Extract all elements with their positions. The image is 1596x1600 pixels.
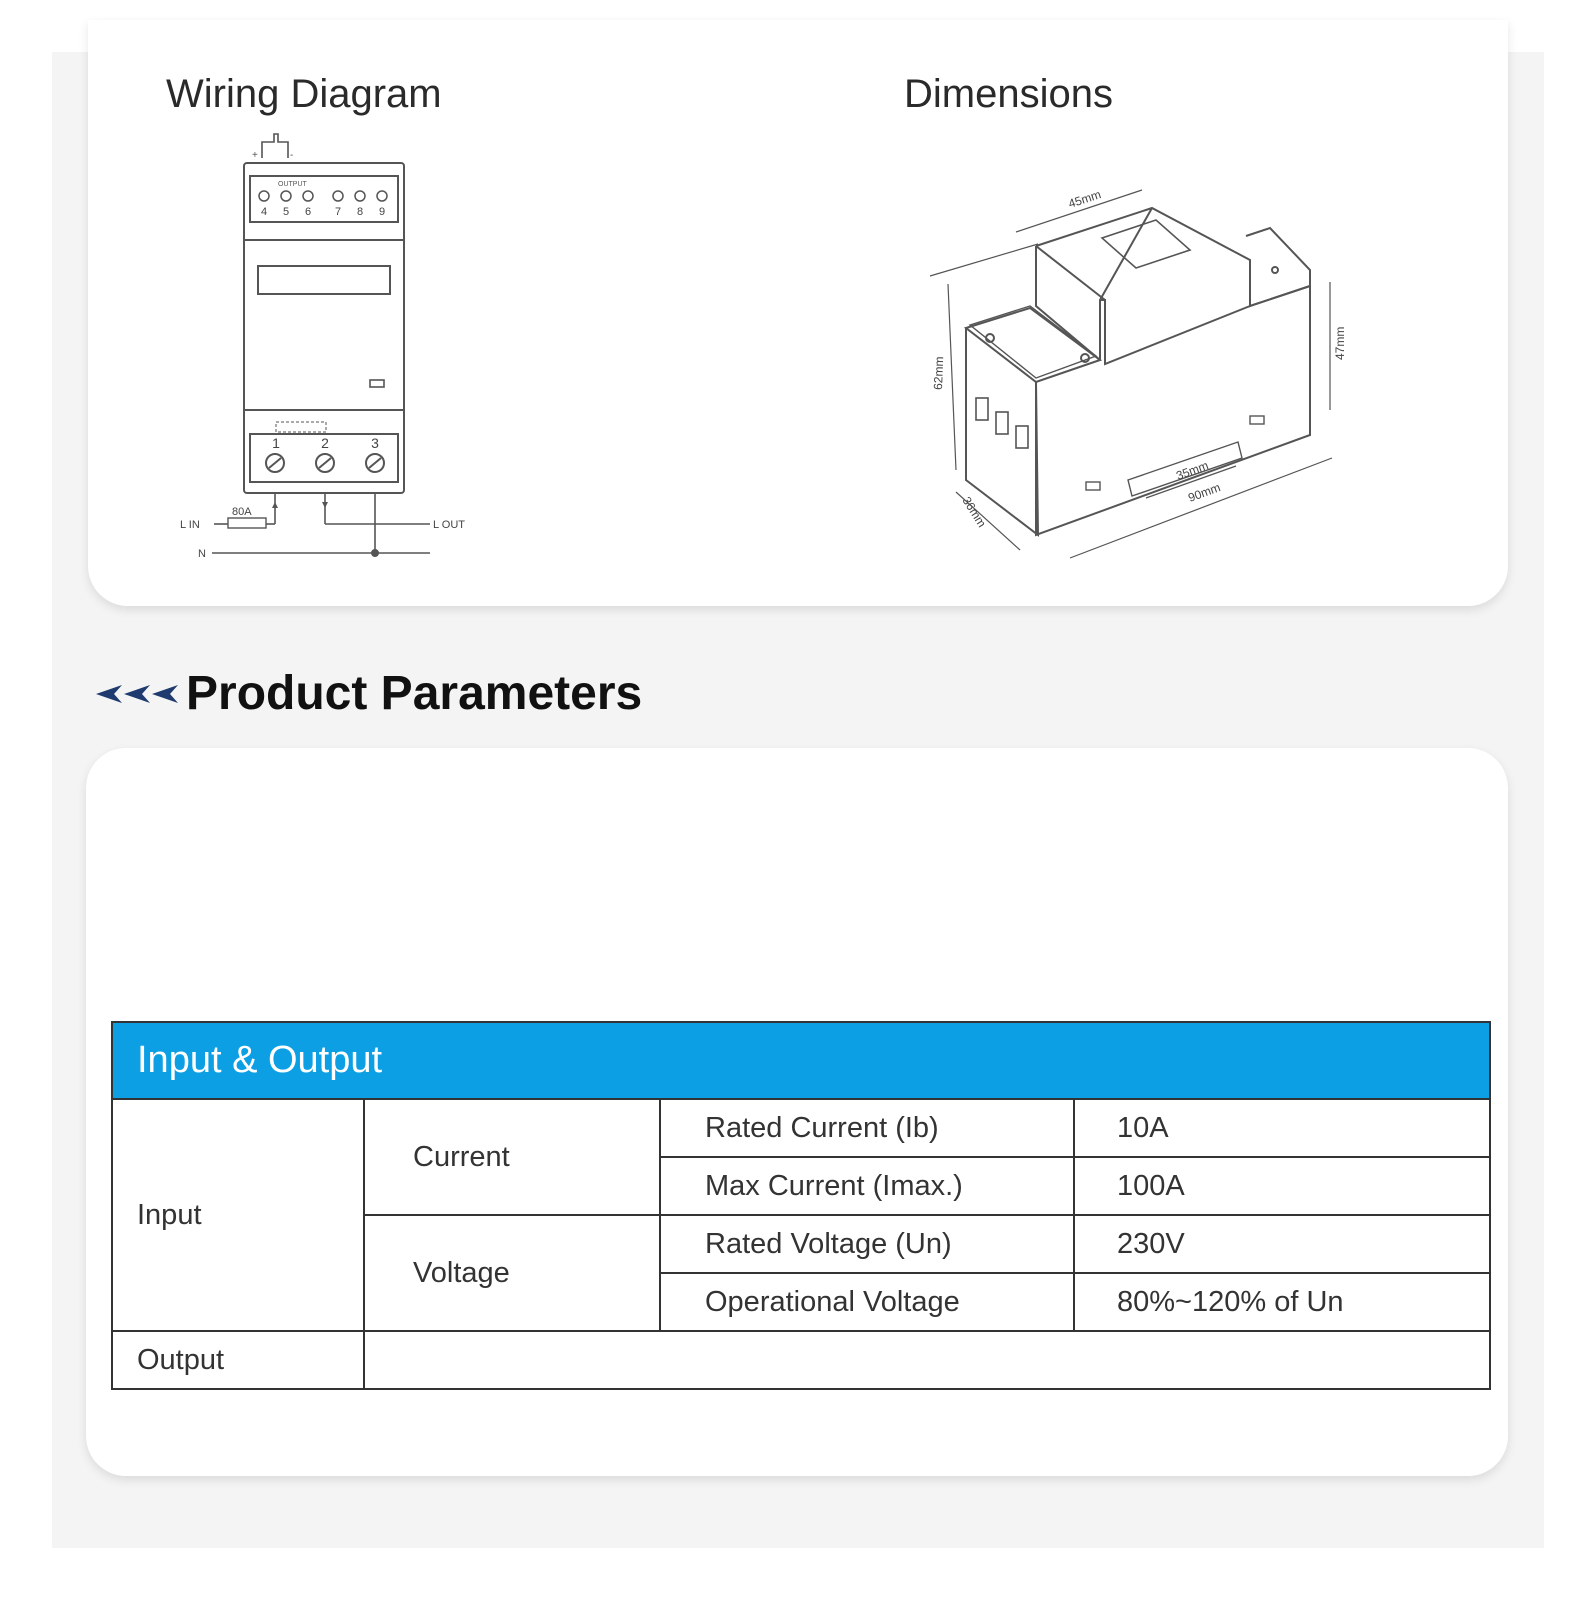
wiring-diagram <box>170 128 500 578</box>
dimensions-drawing <box>920 180 1390 580</box>
section-title: Product Parameters <box>186 667 643 720</box>
terminal-5: 5 <box>282 206 290 218</box>
dim-width: 45mm <box>1066 187 1103 211</box>
terminal-3: 3 <box>371 435 379 451</box>
output-label: OUTPUT <box>278 181 307 188</box>
fuse-label: 80A <box>232 506 252 518</box>
dim-height-front: 62mm <box>931 356 947 391</box>
pulse-plus: + <box>252 150 258 161</box>
terminal-4: 4 <box>260 206 268 218</box>
param-value: 80%~120% of Un <box>1074 1273 1490 1331</box>
output-empty-cell <box>364 1331 1490 1389</box>
terminal-9: 9 <box>378 206 386 218</box>
terminal-6: 6 <box>304 206 312 218</box>
input-cell: Input <box>112 1099 364 1331</box>
terminal-8: 8 <box>356 206 364 218</box>
param-name: Max Current (Imax.) <box>660 1157 1074 1215</box>
table-header: Input & Output <box>112 1022 1490 1099</box>
dimensions-title: Dimensions <box>904 72 1113 116</box>
dim-depth: 36mm <box>959 494 989 530</box>
dim-rail: 35mm <box>1174 458 1211 483</box>
table-row <box>112 1099 1490 1157</box>
param-name: Operational Voltage <box>660 1273 1074 1331</box>
param-name: Rated Voltage (Un) <box>660 1215 1074 1273</box>
parameters-table <box>111 1021 1491 1390</box>
terminal-2: 2 <box>321 435 329 451</box>
pulse-minus: - <box>290 150 294 161</box>
table-row <box>112 1331 1490 1389</box>
terminal-1: 1 <box>272 435 280 451</box>
wiring-diagram-title: Wiring Diagram <box>166 72 442 116</box>
param-value: 100A <box>1074 1157 1490 1215</box>
n-label: N <box>198 548 206 560</box>
param-value: 10A <box>1074 1099 1490 1157</box>
param-value: 230V <box>1074 1215 1490 1273</box>
param-name: Rated Current (Ib) <box>660 1099 1074 1157</box>
section-heading <box>96 666 642 721</box>
table-header-row <box>112 1022 1490 1099</box>
group-current: Current <box>364 1099 660 1215</box>
l-in-label: L IN <box>180 519 200 531</box>
dim-length: 90mm <box>1186 480 1223 505</box>
dim-height-back: 47mm <box>1333 326 1347 360</box>
terminal-7: 7 <box>334 206 342 218</box>
group-voltage: Voltage <box>364 1215 660 1331</box>
output-cell: Output <box>112 1331 364 1389</box>
l-out-label: L OUT <box>433 519 465 531</box>
chevron-left-arrows-icon <box>96 679 180 709</box>
